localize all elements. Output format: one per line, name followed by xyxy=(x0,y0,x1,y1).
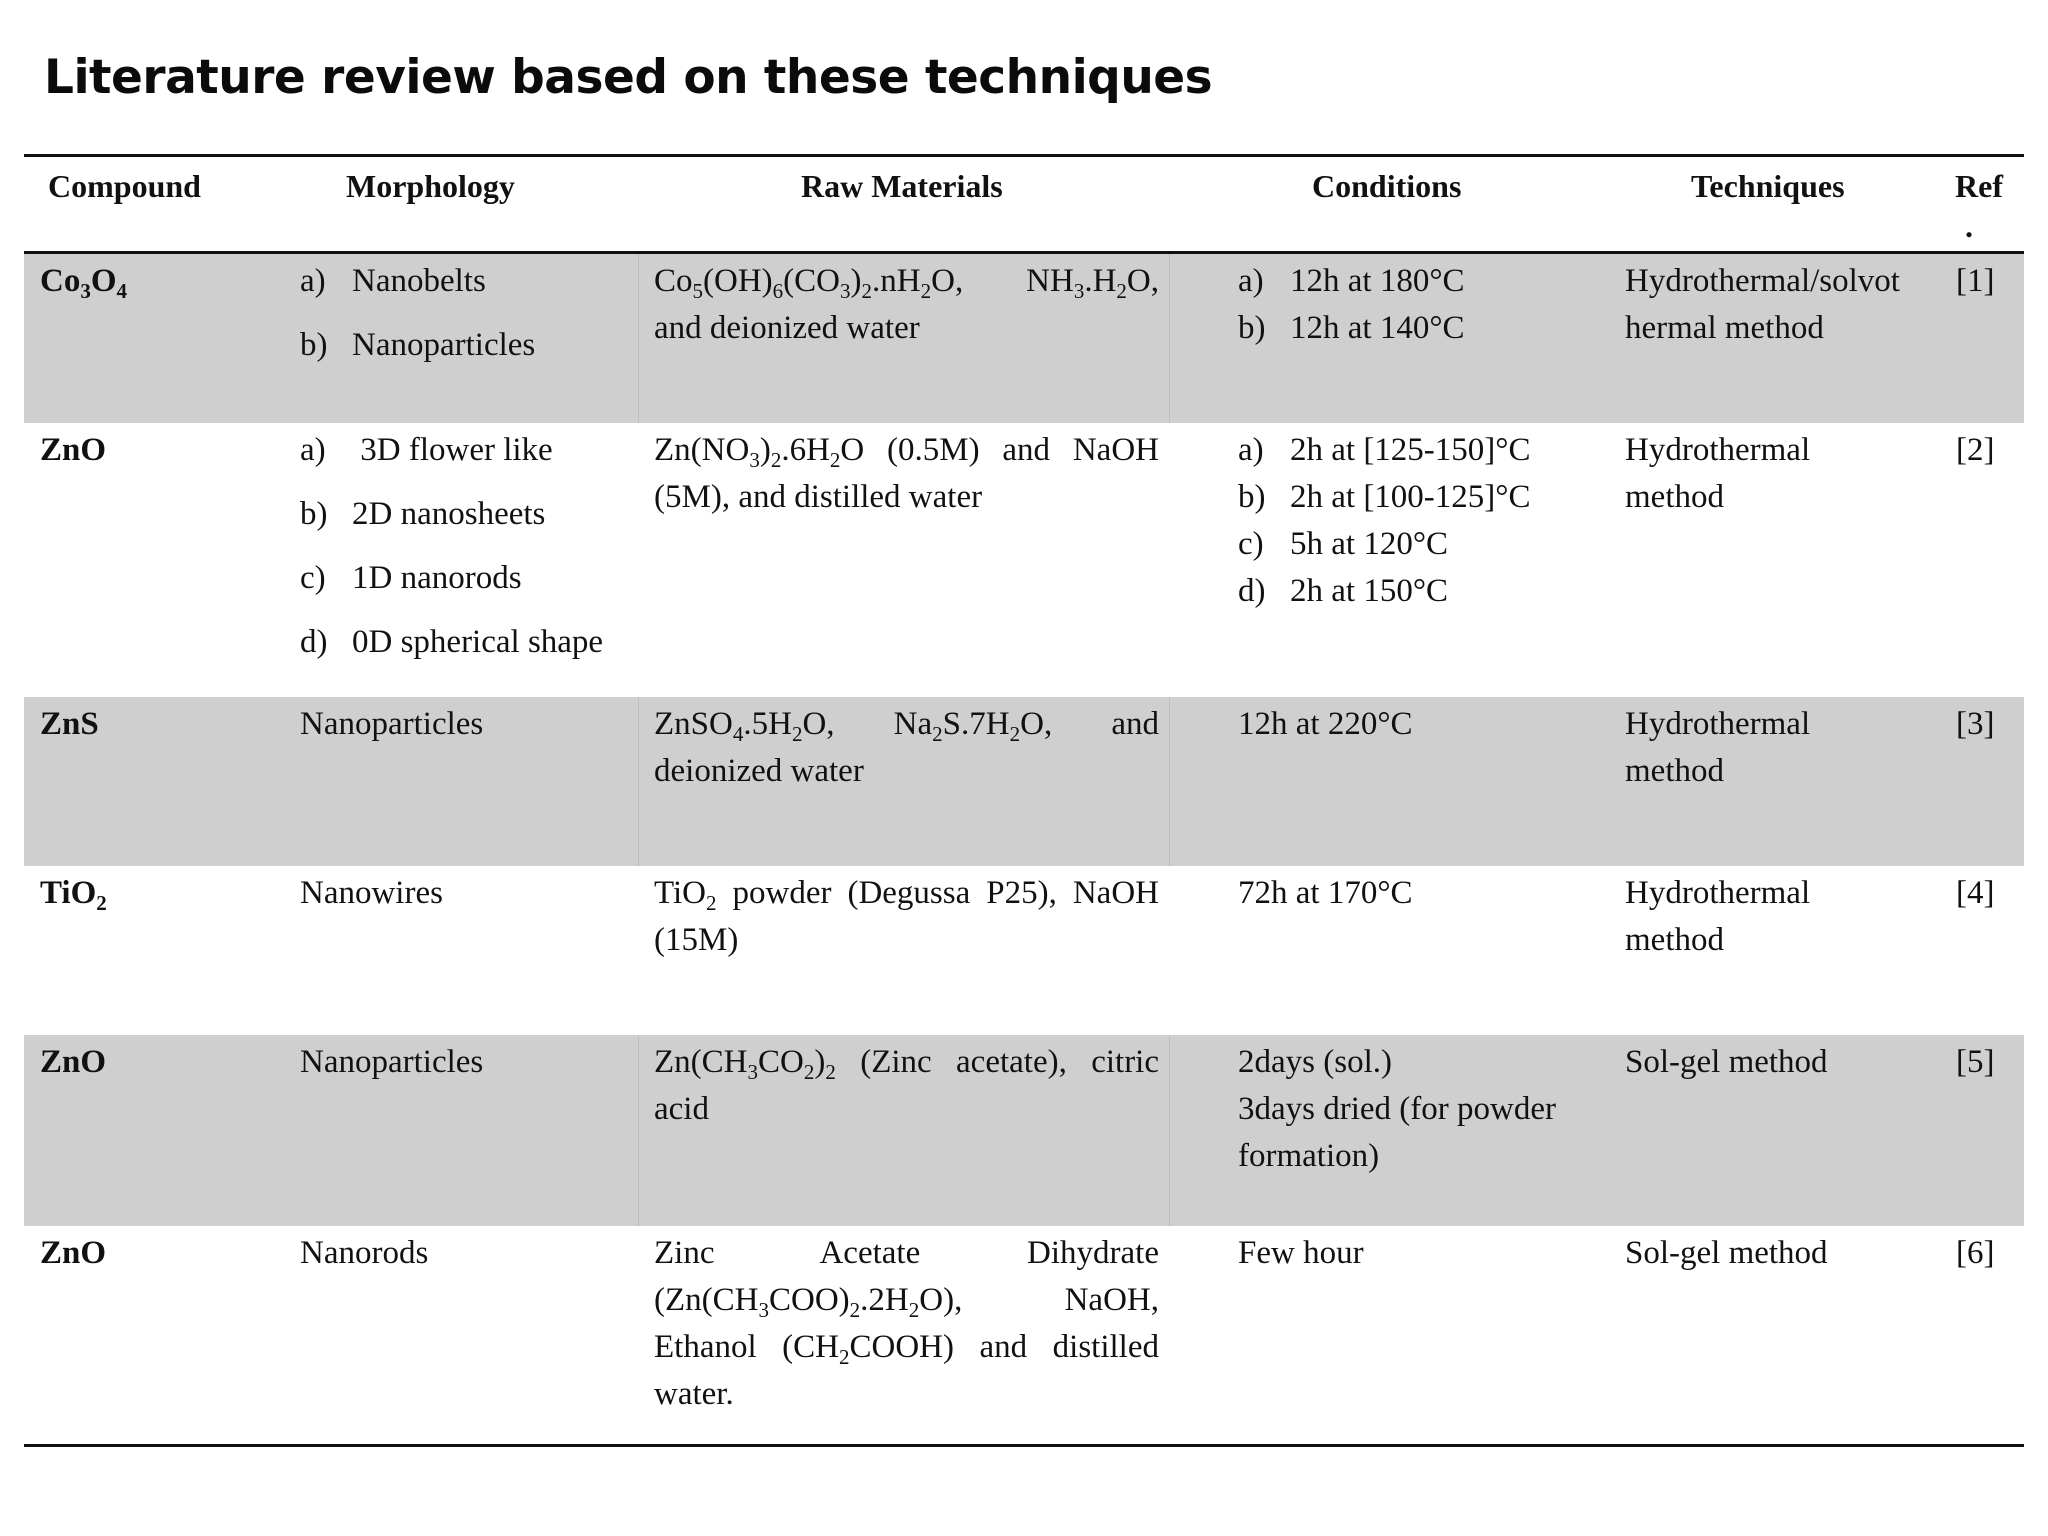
header-conditions: Conditions xyxy=(1312,168,1462,204)
table-row xyxy=(24,254,2024,423)
morphology-cell: Nanowires xyxy=(300,875,443,911)
conditions-cell xyxy=(1238,427,1638,615)
table-row xyxy=(24,423,2024,697)
raw-materials-cell: TiO$_2$ powder (Degussa P25), NaOH (15M) xyxy=(654,875,1159,958)
table-header xyxy=(24,157,2024,254)
list-item: d) 2h at 150°C xyxy=(1238,573,1449,609)
column-divider xyxy=(1169,697,1170,866)
morphology-cell xyxy=(300,258,630,386)
compound-cell: ZnO xyxy=(40,1044,107,1080)
conditions-cell: 12h at 220°C xyxy=(1238,706,1413,742)
technique-cell: Sol-gel method xyxy=(1625,1235,1828,1271)
column-divider xyxy=(638,1035,639,1226)
column-divider xyxy=(638,254,639,423)
compound-formula: TiO$_2$ xyxy=(40,875,107,915)
header-compound: Compound xyxy=(48,168,201,204)
compound-cell: ZnO xyxy=(40,1235,107,1271)
compound-cell: ZnS xyxy=(40,706,99,742)
list-item: c) 5h at 120°C xyxy=(1238,526,1449,562)
technique-cell: Hydrothermal method xyxy=(1625,432,1811,515)
list-item: c) 1D nanorods xyxy=(300,560,522,596)
technique-cell: Hydrothermal method xyxy=(1625,875,1811,958)
list-item: a) 2h at [125-150]°C xyxy=(1238,432,1531,468)
compound-formula: $Co_3O_4$ xyxy=(40,263,128,303)
bottom-rule xyxy=(24,1444,2024,1447)
table-row xyxy=(24,697,2024,866)
raw-materials-cell: $Co_5(OH)_6(CO_3)_2.nH_2O$, $NH_3.H_2O$, and deionized water xyxy=(654,263,1159,346)
technique-cell: Hydrothermal method xyxy=(1625,706,1811,789)
technique-cell: Hydrothermal/solvot hermal method xyxy=(1625,263,1900,346)
technique-cell: Sol-gel method xyxy=(1625,1044,1828,1080)
ref-cell: [1] xyxy=(1956,263,1995,299)
ref-cell: [2] xyxy=(1956,432,1995,468)
list-item: a) Nanobelts xyxy=(300,263,486,299)
conditions-cell xyxy=(1238,258,1638,352)
header-ref-dot: . xyxy=(1965,208,1973,244)
list-item: b) 12h at 140°C xyxy=(1238,310,1465,346)
column-divider xyxy=(1169,1035,1170,1226)
conditions-cell: 72h at 170°C xyxy=(1238,875,1413,911)
morphology-cell: Nanoparticles xyxy=(300,706,484,742)
morphology-cell: Nanoparticles xyxy=(300,1044,484,1080)
header-raw-materials: Raw Materials xyxy=(801,168,1003,204)
header-techniques: Techniques xyxy=(1691,168,1845,204)
compound-cell xyxy=(40,870,107,917)
literature-table xyxy=(24,154,2024,1447)
ref-cell: [3] xyxy=(1956,706,1995,742)
list-item: a) 3D flower like xyxy=(300,432,553,468)
list-item: a) 12h at 180°C xyxy=(1238,263,1465,299)
list-item: b) Nanoparticles xyxy=(300,327,536,363)
list-item: d) 0D spherical shape xyxy=(300,624,604,660)
table-row xyxy=(24,1035,2024,1226)
column-divider xyxy=(1169,254,1170,423)
raw-materials-cell: Zinc Acetate Dihydrate $(Zn(CH_3COO)_2.2H_2O)$, NaOH, Ethanol $(CH_2COOH)$ and distilled water. xyxy=(654,1235,1159,1412)
column-divider xyxy=(638,697,639,866)
raw-materials-cell: $Zn(CH_3CO_2)_2$ (Zinc acetate), citric acid xyxy=(654,1044,1159,1127)
compound-cell: ZnO xyxy=(40,432,107,468)
morphology-cell: Nanorods xyxy=(300,1235,429,1271)
raw-materials-cell: $Zn(NO_3)_2.6H_2O$ (0.5M) and NaOH (5M), and distilled water xyxy=(654,432,1159,515)
ref-cell: [5] xyxy=(1956,1044,1995,1080)
raw-materials-cell: $ZnSO_4.5H_2O$, $Na_2S.7H_2O$, and deionized water xyxy=(654,706,1160,789)
list-item: b) 2D nanosheets xyxy=(300,496,546,532)
ref-cell: [4] xyxy=(1956,875,1995,911)
compound-cell xyxy=(40,258,127,305)
ref-cell: [6] xyxy=(1956,1235,1995,1271)
conditions-cell: 2days (sol.) 3days dried (for powder formation) xyxy=(1238,1044,1556,1174)
conditions-cell: Few hour xyxy=(1238,1235,1364,1271)
table-row xyxy=(24,866,2024,1035)
header-morphology: Morphology xyxy=(346,168,515,204)
list-item: b) 2h at [100-125]°C xyxy=(1238,479,1531,515)
table-row xyxy=(24,1226,2024,1444)
slide-title: Literature review based on these techniques xyxy=(44,50,1213,105)
header-ref: Ref xyxy=(1955,168,2003,204)
morphology-cell xyxy=(300,427,640,683)
